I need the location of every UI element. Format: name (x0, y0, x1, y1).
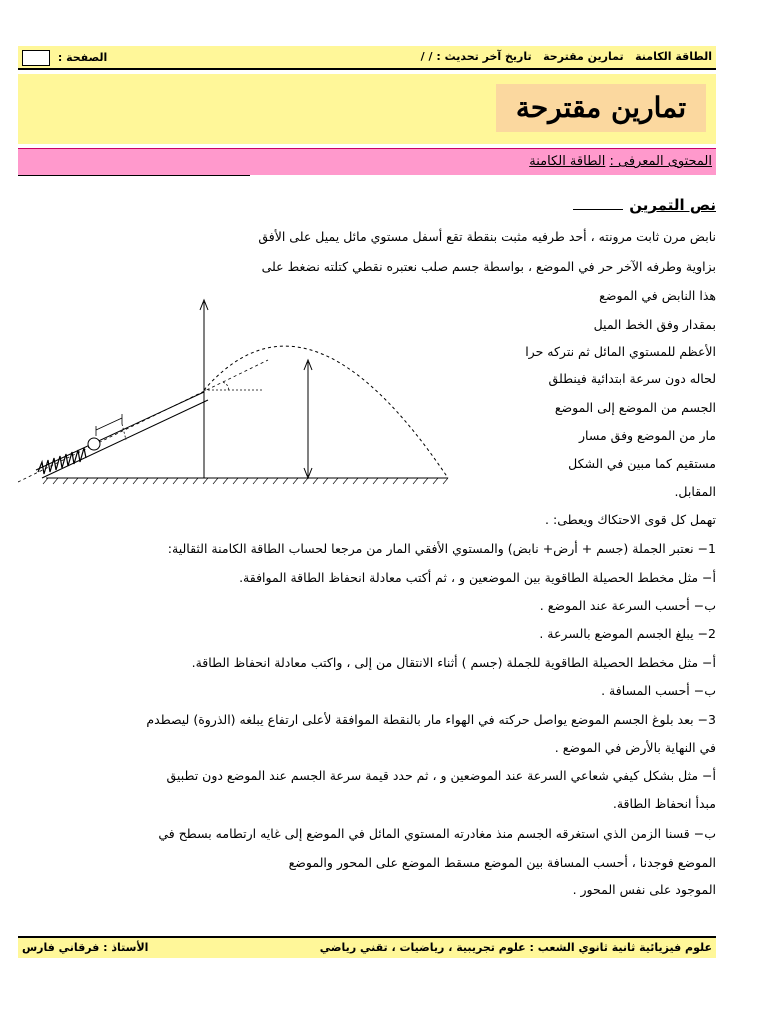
launch-angle-marker (204, 382, 264, 390)
page-title: تمارين مقترحة (496, 84, 706, 132)
header-update-date: / / (420, 50, 433, 63)
text-line: 3− بعد بلوغ الجسم الموضع يواصل حركته في الهواء مار بالنقطة الموافقة لأعلى ارتفاع يبلغه (الذروة) ليصطدم (146, 712, 716, 727)
text-line: الجسم من الموضع إلى الموضع (554, 400, 716, 415)
content-band (18, 148, 716, 175)
text-line: لحاله دون سرعة ابتدائية فينطلق (548, 371, 716, 386)
vertical-axis (200, 300, 208, 478)
text-line: أ− مثل بشكل كيفي شعاعي السرعة عند الموضعين و ، ثم حدد قيمة سرعة الجسم عند الموضع دون تطبيق (166, 768, 716, 783)
apex-height-arrow (304, 360, 312, 478)
header-section: تمارين مقترحة (543, 50, 624, 63)
text-line: بزاوية وطرفه الآخر حر في الموضع ، بواسطة جسم صلب نعتبره نقطي كتلته نضغط على (261, 259, 716, 274)
text-line: ب− أحسب السرعة عند الموضع . (539, 598, 716, 613)
exercise-heading (573, 196, 716, 214)
text-line: نابض مرن ثابت مرونته ، أحد طرفيه مثبت بنقطة تقع أسفل مستوي مائل يميل على الأفق (258, 229, 716, 244)
text-line: مستقيم كما مبين في الشكل (568, 456, 716, 471)
exercise-heading-text: نص التمرين (629, 196, 716, 214)
header-subject: الطاقة الكامنة (635, 50, 712, 63)
text-line: أ− مثل مخطط الحصيلة الطاقوية بين الموضعين و ، ثم أكتب معادلة انحفاظ الطاقة الموافقة. (239, 570, 716, 585)
text-line: الأعظم للمستوي المائل ثم نتركه حرا (525, 344, 716, 359)
text-line: ب− قسنا الزمن الذي استغرقه الجسم منذ مغادرته المستوي المائل في الموضع إلى غايه ارتطامه بسطح في (158, 826, 716, 841)
text-line: في النهاية بالأرض في الموضع . (554, 740, 716, 755)
header-update-label: تاريخ آخر تحديث : (436, 50, 532, 63)
text-line: 2− يبلغ الجسم الموضع بالسرعة . (539, 626, 716, 641)
text-line: هذا النابض في الموضع (599, 288, 716, 303)
content-value: الطاقة الكامنة (529, 154, 606, 169)
title-band (18, 74, 716, 144)
header-page-number (22, 50, 107, 66)
content-label: المحتوى المعرفى : (609, 154, 712, 169)
ground-hatching (43, 478, 448, 484)
text-line: المقابل. (674, 484, 716, 499)
page-label: الصفحة : (57, 51, 108, 64)
text-line: تهمل كل قوى الاحتكاك ويعطى: . (545, 512, 716, 527)
text-line: 1− نعتبر الجملة (جسم + أرض+ نابض) والمستوي الأفقي المار من مرجعا لحساب الطاقة الكامنة الثقالية: (167, 541, 716, 556)
trajectory (204, 346, 448, 478)
solid-body (88, 438, 100, 450)
compression-marker (96, 414, 126, 440)
footer-teacher: الأستاذ : فرقاني فارس (22, 941, 149, 954)
text-line: الموضع فوجدنا ، أحسب المسافة بين الموضع مسقط الموضع على المحور والموضع (288, 855, 716, 870)
text-line: ب− أحسب المسافة . (601, 683, 716, 698)
text-line: بمقدار وفق الخط الميل (593, 317, 716, 332)
page-number-box (22, 50, 50, 66)
text-line: أ− مثل مخطط الحصيلة الطاقوية للجملة (جسم ) أثناء الانتقال من إلى ، واكتب معادلة انحفاظ الطاقة. (191, 655, 716, 670)
text-line: الموجود على نفس المحور . (572, 882, 716, 897)
content-underline (18, 175, 250, 176)
page-header-bar (18, 46, 716, 70)
text-line: مار من الموضع وفق مسار (578, 428, 716, 443)
footer-subject-info: علوم فيزيائية ثانية ثانوي الشعب : علوم تجريبية ، رياضيات ، تقني رياضي (319, 941, 712, 954)
inclined-plane-figure (18, 290, 468, 490)
text-line: مبدأ انحفاظ الطاقة. (612, 796, 716, 811)
header-breadcrumb (421, 50, 712, 63)
page-footer (18, 936, 716, 958)
